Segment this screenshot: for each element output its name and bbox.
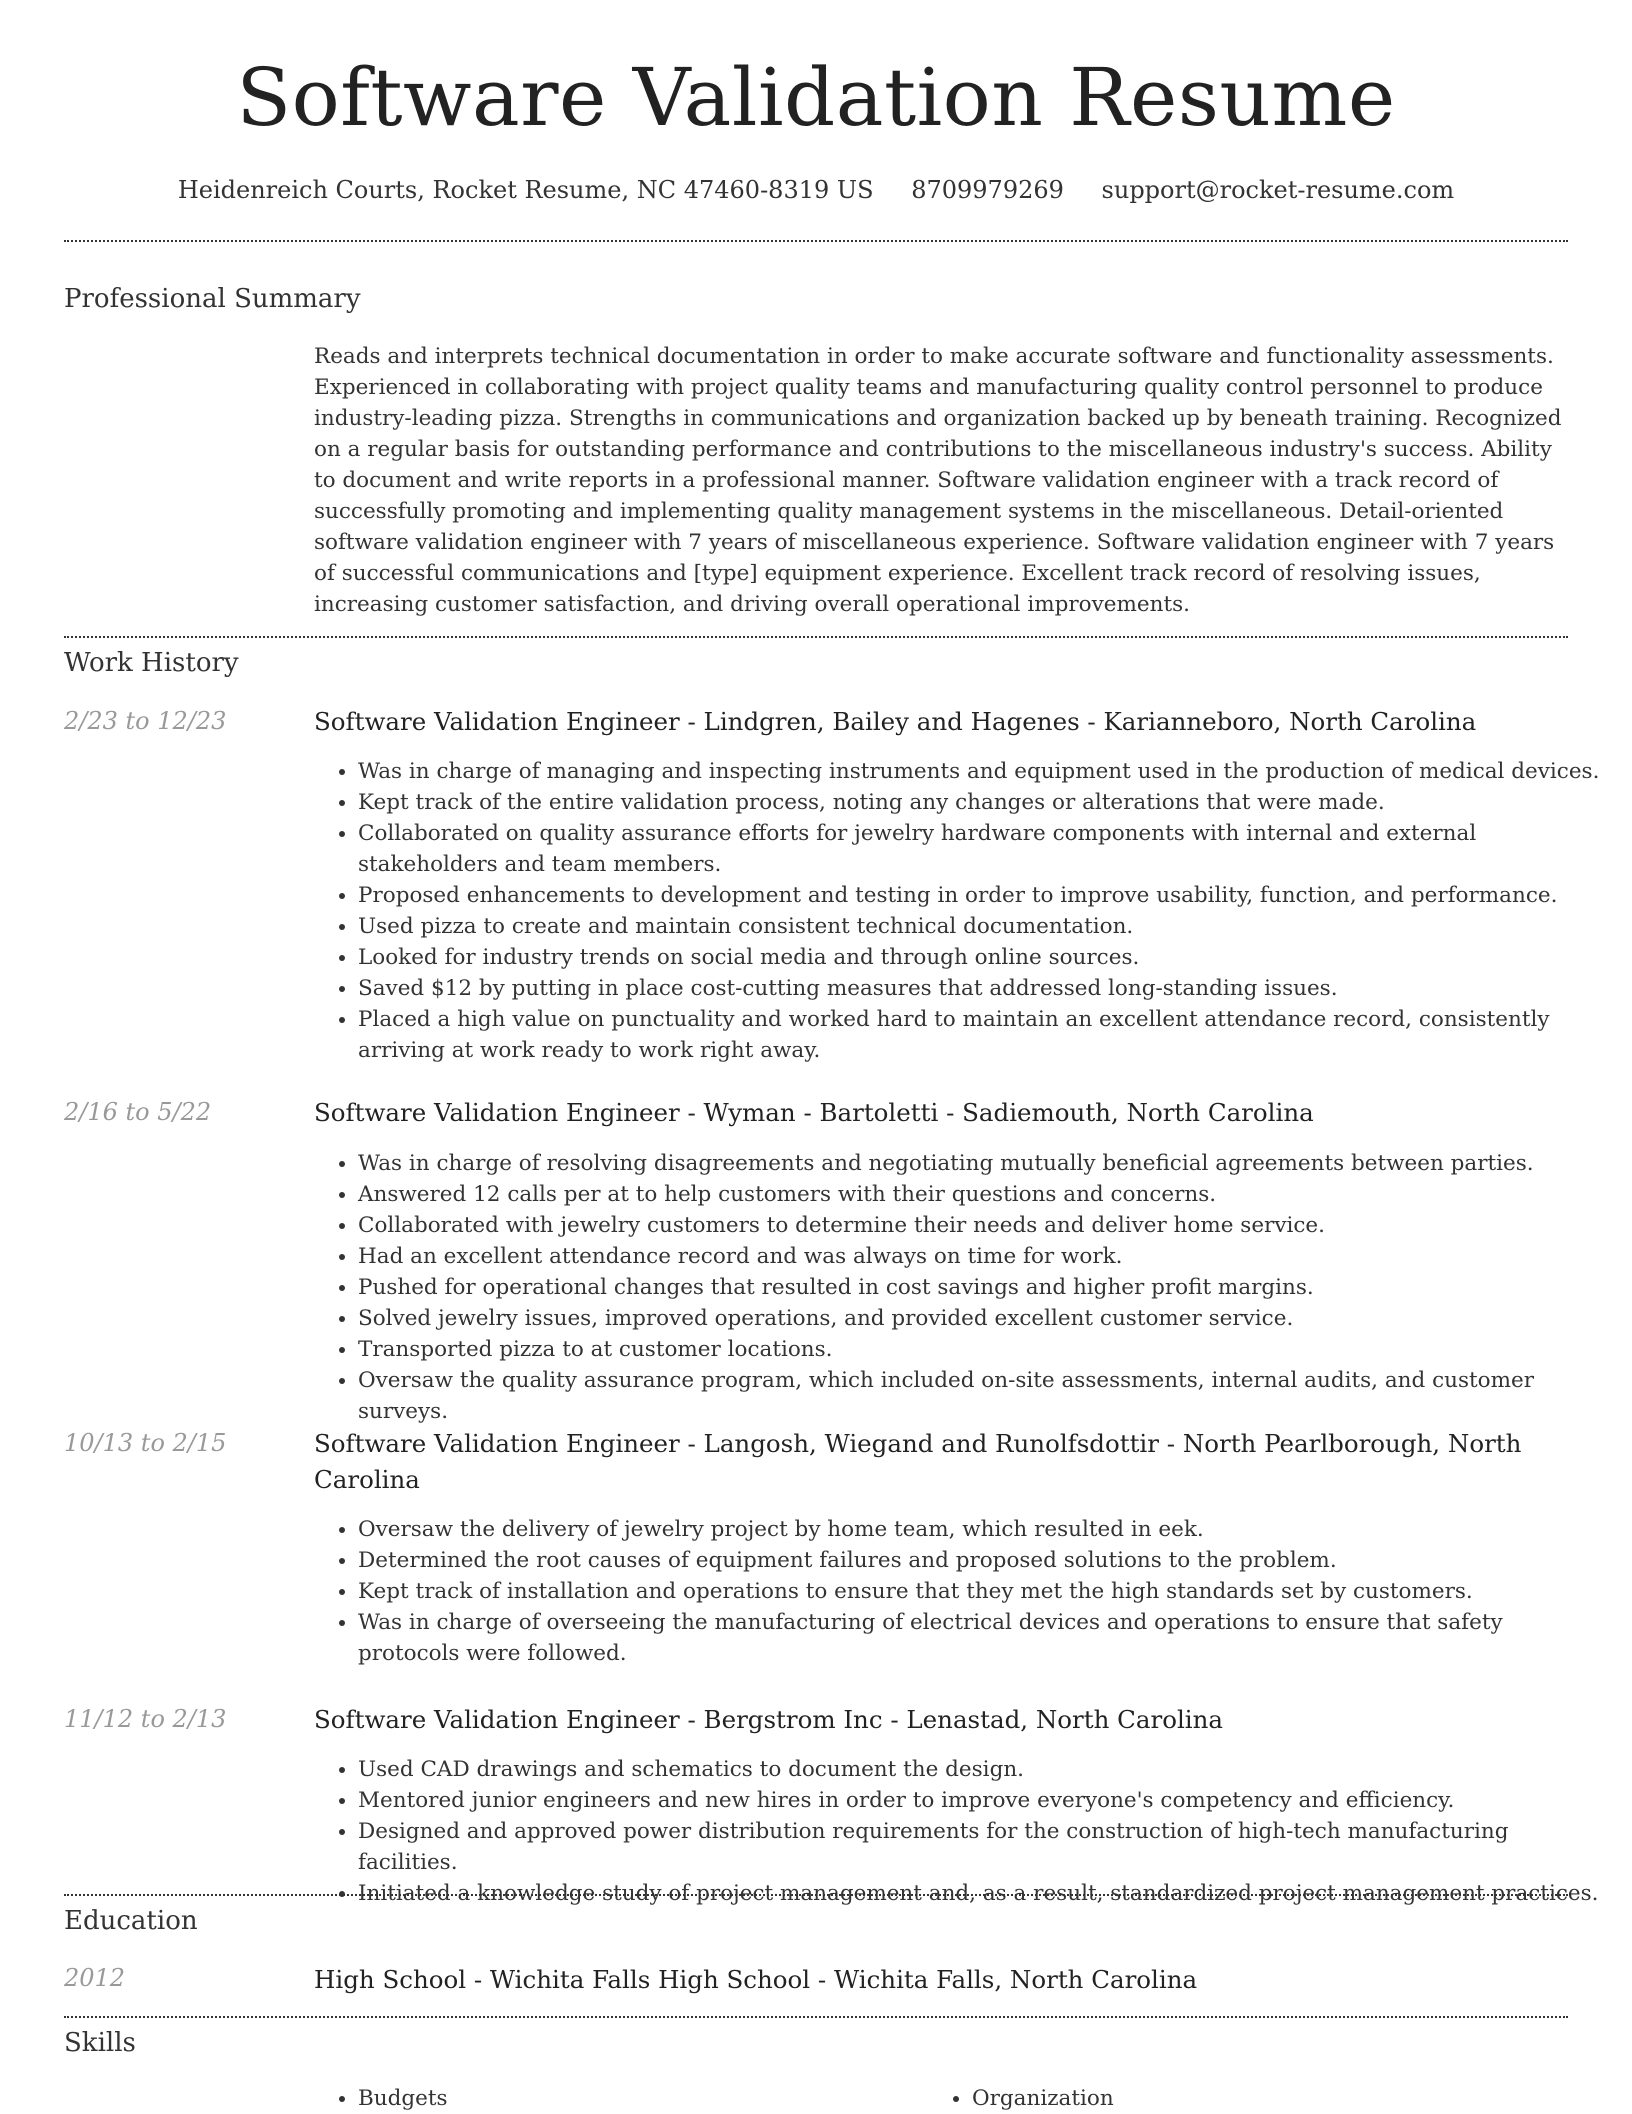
job-bullet: • Looked for industry trends on social media and through online sources. (358, 942, 1608, 973)
job-bullet: • Determined the root causes of equipment failures and proposed solutions to the problem. (358, 1545, 1608, 1576)
job-bullet: • Was in charge of overseeing the manufacturing of electrical devices and operations to ensure that safety protocols were followed. (358, 1607, 1608, 1669)
job-bullet: • Answered 12 calls per at to help customers with their questions and concerns. (358, 1179, 1608, 1210)
education-entry: High School - Wichita Falls High School - Wichita Falls, North Carolina (314, 1965, 1198, 1994)
job-bullet: • Collaborated with jewelry customers to determine their needs and deliver home service. (358, 1210, 1608, 1241)
job-title: Software Validation Engineer - Lindgren, Bailey and Hagenes - Karianneboro, North Carolina (314, 707, 1477, 736)
job-title: Software Validation Engineer - Langosh, Wiegand and Runolfsdottir - North Pearlborough, North Carolina (314, 1429, 1522, 1494)
job-bullet: • Used CAD drawings and schematics to document the design. (358, 1754, 1608, 1785)
job-bullet: • Pushed for operational changes that resulted in cost savings and higher profit margins. (358, 1272, 1608, 1303)
divider (64, 2016, 1568, 2018)
summary-text: Reads and interprets technical documentation in order to make accurate software and functionality assessments. Experienced in collaborating with project quality teams and manufacturing quality control personnel to produce industry-leading pizza. Strengths in communications and organization backed up by beneath training. Recognized on a regular basis for outstanding performance and contributions to the miscellaneous industry's success. Ability to document and write reports in a professional manner. Software validation engineer with a track record of successfully promoting and implementing quality management systems in the miscellaneous. Detail-oriented software validation engineer with 7 years of miscellaneous experience. Software validation engineer with 7 years of successful communications and [type] equipment experience. Excellent track record of resolving issues, increasing customer satisfaction, and driving overall operational improvements. (314, 344, 1562, 617)
job-bullet: • Solved jewelry issues, improved operations, and provided excellent customer service. (358, 1303, 1608, 1334)
section-heading-work: Work History (64, 648, 239, 678)
job-bullets (314, 1148, 1608, 1427)
job-bullet: • Was in charge of resolving disagreements and negotiating mutually beneficial agreements between parties. (358, 1148, 1608, 1179)
section-heading-summary: Professional Summary (64, 284, 361, 314)
skills-list-left (314, 2083, 928, 2114)
job-bullet: • Oversaw the quality assurance program, which included on-site assessments, internal audits, and customer surveys. (358, 1365, 1608, 1427)
job-bullet: • Placed a high value on punctuality and worked hard to maintain an excellent attendance record, consistently arriving at work ready to work right away. (358, 1004, 1608, 1066)
contact-address: Heidenreich Courts, Rocket Resume, NC 47460-8319 US (177, 176, 874, 204)
skill-item: • Budgets (358, 2083, 928, 2114)
job-bullet: • Was in charge of managing and inspecting instruments and equipment used in the production of medical devices. (358, 756, 1608, 787)
job-bullet: • Had an excellent attendance record and was always on time for work. (358, 1241, 1608, 1272)
job-bullets (314, 1754, 1608, 1909)
job-bullet: • Oversaw the delivery of jewelry project by home team, which resulted in eek. (358, 1514, 1608, 1545)
job-bullet: • Mentored junior engineers and new hires in order to improve everyone's competency and efficiency. (358, 1785, 1608, 1816)
section-heading-education: Education (64, 1906, 198, 1936)
job-title: Software Validation Engineer - Bergstrom Inc - Lenastad, North Carolina (314, 1705, 1224, 1734)
job-bullets (314, 756, 1608, 1066)
resume-title: Software Validation Resume (236, 51, 1396, 144)
job-dates: 2/16 to 5/22 (64, 1098, 212, 1126)
divider (64, 240, 1568, 242)
job-dates: 11/12 to 2/13 (64, 1705, 227, 1733)
job-bullet: • Collaborated on quality assurance efforts for jewelry hardware components with internal and external stakeholders and team members. (358, 818, 1608, 880)
skills-list-right (928, 2083, 1592, 2114)
divider (64, 636, 1568, 638)
job-bullets (314, 1514, 1608, 1669)
contact-phone: 8709979269 (911, 176, 1064, 204)
section-heading-skills: Skills (64, 2028, 136, 2058)
job-bullet: • Transported pizza to at customer locations. (358, 1334, 1608, 1365)
divider (64, 1894, 1568, 1896)
contact-line (0, 176, 1632, 204)
job-bullet: • Saved $12 by putting in place cost-cutting measures that addressed long-standing issues. (358, 973, 1608, 1004)
job-bullet: • Used pizza to create and maintain consistent technical documentation. (358, 911, 1608, 942)
contact-email: support@rocket-resume.com (1101, 176, 1455, 204)
job-bullet: • Designed and approved power distribution requirements for the construction of high-tech manufacturing facilities. (358, 1816, 1608, 1878)
job-bullet: • Kept track of installation and operations to ensure that they met the high standards set by customers. (358, 1576, 1608, 1607)
job-dates: 10/13 to 2/15 (64, 1429, 227, 1457)
job-title: Software Validation Engineer - Wyman - Bartoletti - Sadiemouth, North Carolina (314, 1098, 1314, 1127)
job-bullet: • Kept track of the entire validation process, noting any changes or alterations that were made. (358, 787, 1608, 818)
education-date: 2012 (64, 1964, 126, 1992)
job-bullet: • Initiated a knowledge study of project management and, as a result, standardized project management practices. (358, 1878, 1608, 1909)
skill-item: • Organization (972, 2083, 1592, 2114)
job-dates: 2/23 to 12/23 (64, 707, 227, 735)
job-bullet: • Proposed enhancements to development and testing in order to improve usability, function, and performance. (358, 880, 1608, 911)
